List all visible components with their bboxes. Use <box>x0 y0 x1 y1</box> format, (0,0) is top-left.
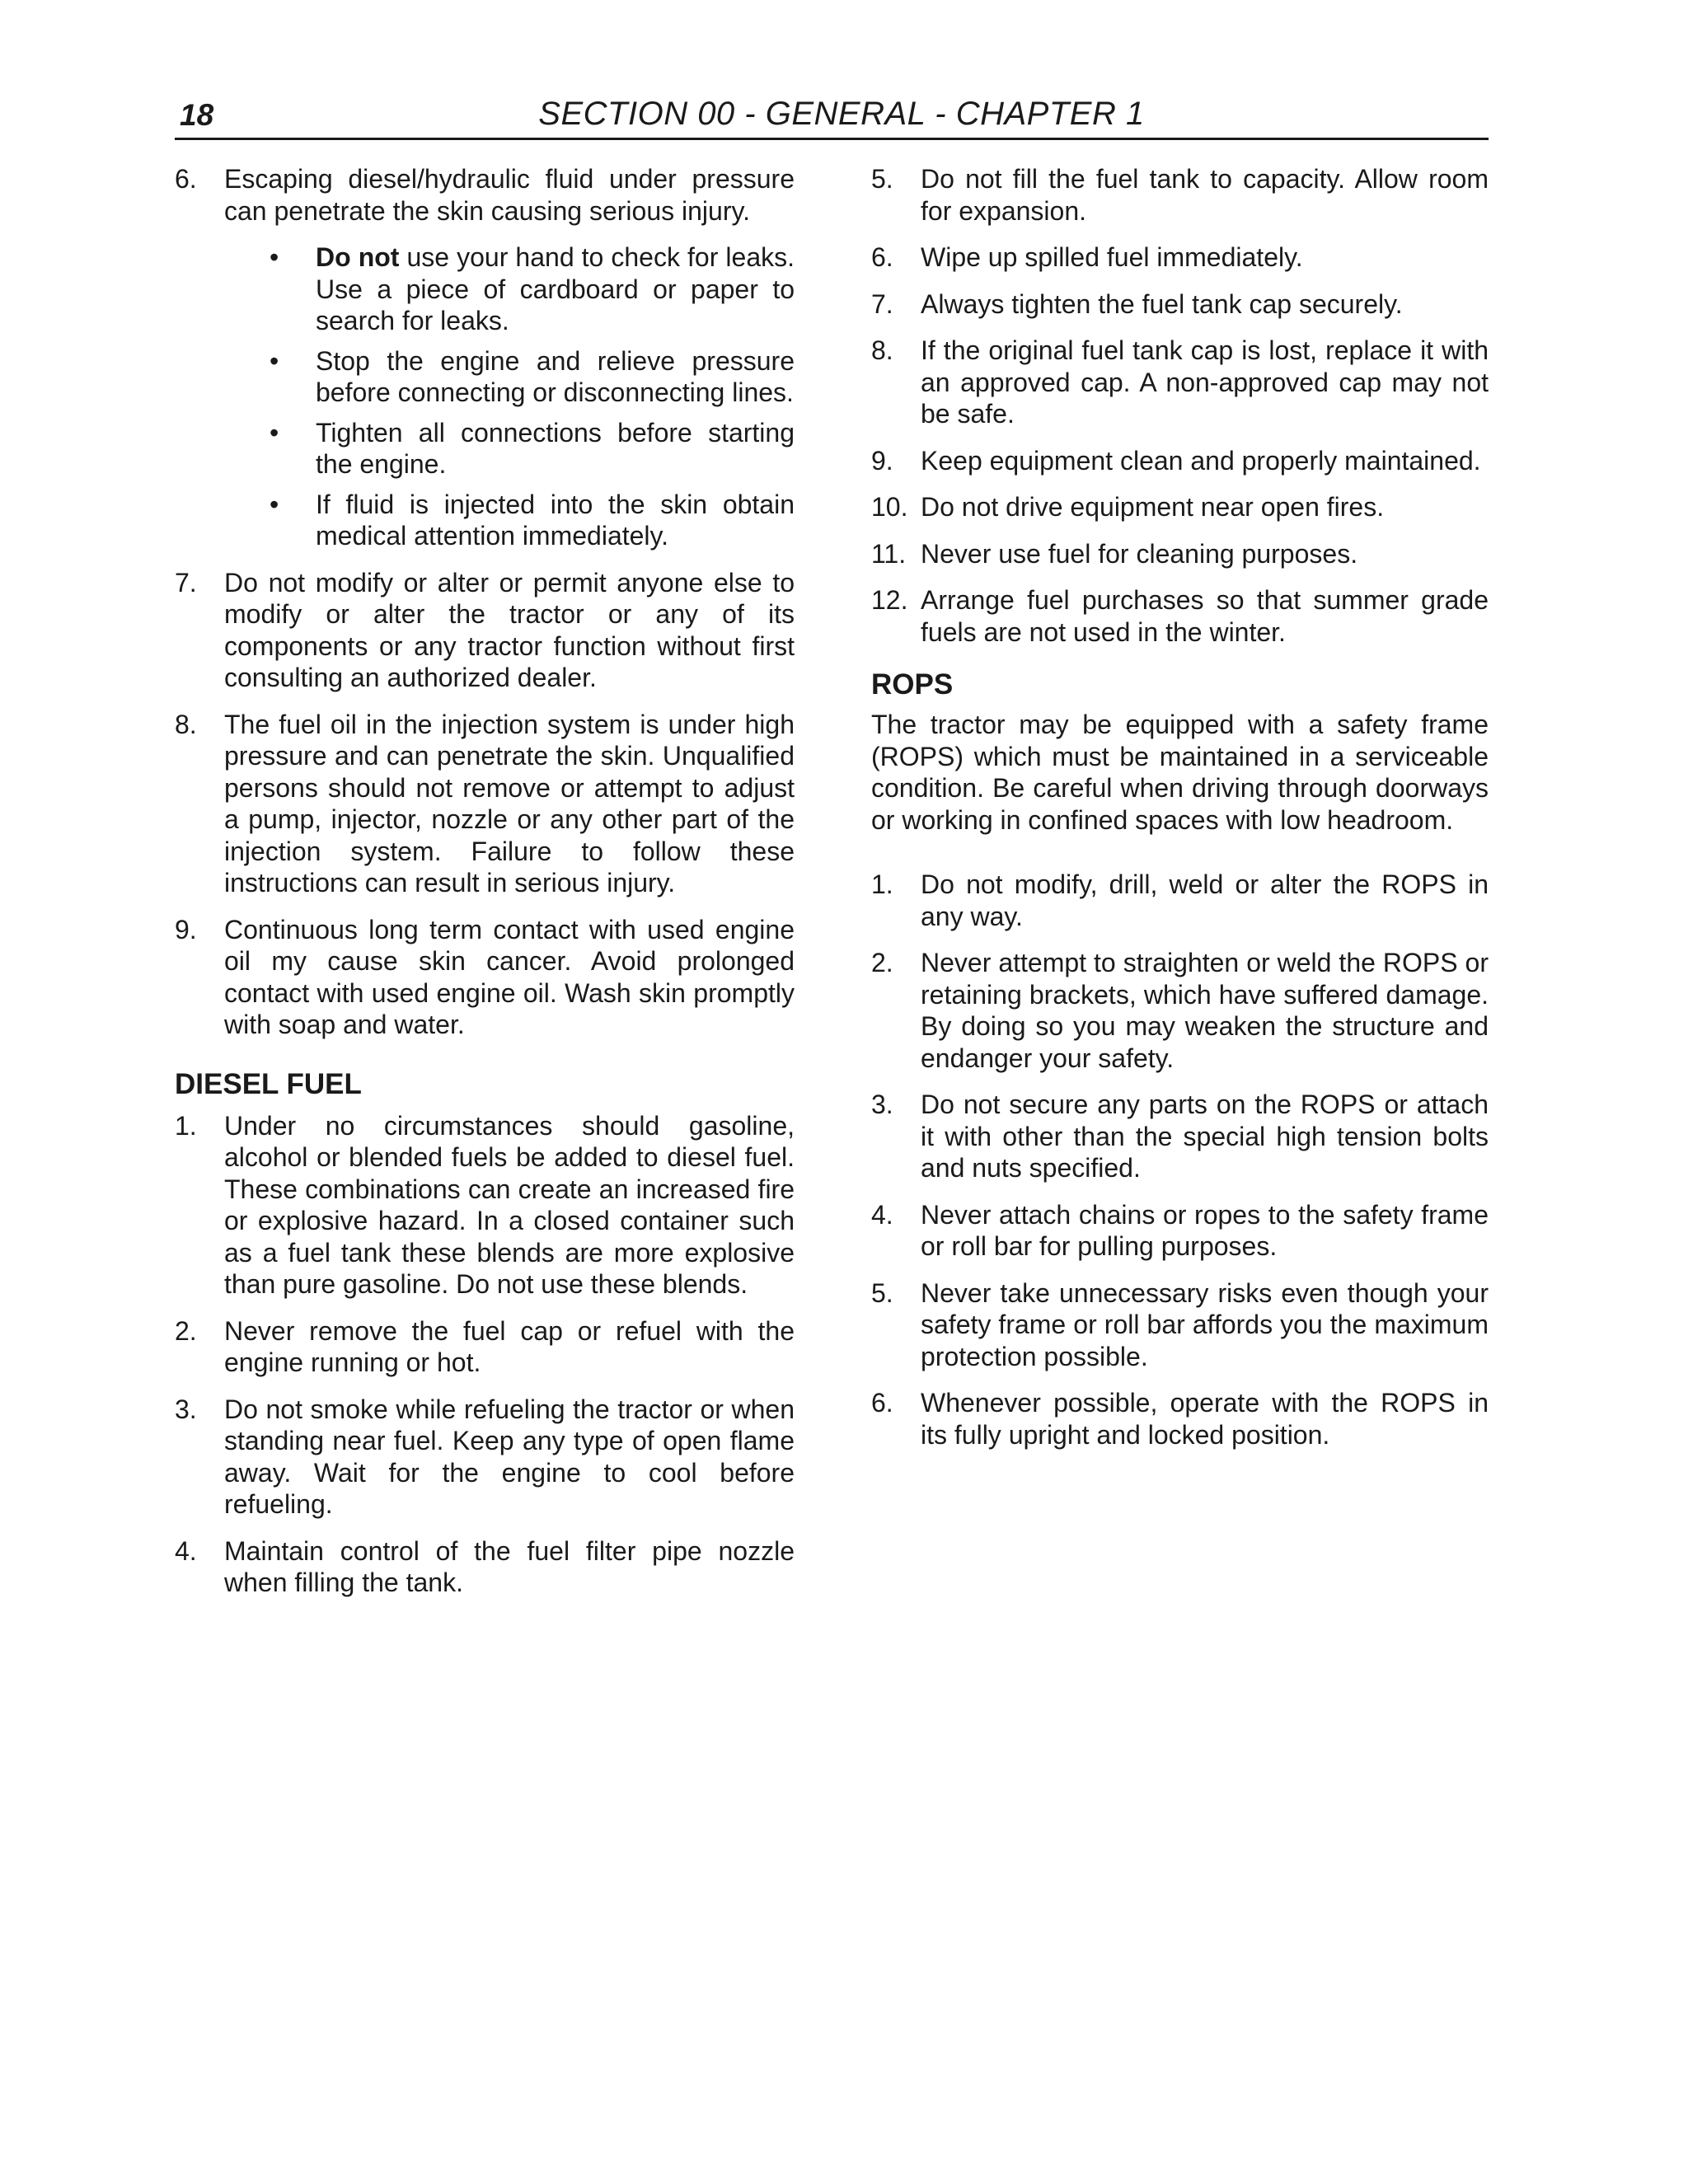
item-text: Always tighten the fuel tank cap securely. <box>921 288 1403 319</box>
item-text: Do not modify or alter or permit anyone else to modify or alter the tractor or any of its components or any tractor function without first consulting an authorized dealer. <box>224 567 795 692</box>
rops-item-6 <box>871 1387 1489 1451</box>
rops-item-2 <box>871 947 1489 1074</box>
list-item-5 <box>871 163 1489 227</box>
bullet-text: Tighten all connections before starting the engine. <box>316 417 795 479</box>
item-number: 1. <box>175 1110 197 1141</box>
page-number: 18 <box>180 98 214 132</box>
diesel-fuel-heading: DIESEL FUEL <box>175 1067 362 1100</box>
item-text: Do not modify, drill, weld or alter the ROPS in any way. <box>921 869 1489 931</box>
list-item-10 <box>871 491 1489 523</box>
item-text: Do not drive equipment near open fires. <box>921 492 1385 522</box>
list-item-4 <box>175 1535 795 1599</box>
item-number: 5. <box>871 1277 893 1308</box>
list-item-7 <box>175 567 795 694</box>
rops-item-3 <box>871 1089 1489 1184</box>
item-number: 9. <box>175 914 197 944</box>
list-item-9 <box>175 914 795 1041</box>
item-number: 5. <box>871 164 893 194</box>
bullet-text <box>316 241 795 337</box>
item-text: Wipe up spilled fuel immediately. <box>921 242 1303 272</box>
list-item-9 <box>871 445 1489 477</box>
item-text: If the original fuel tank cap is lost, replace it with an approved cap. A non-approved cap may not be safe. <box>921 335 1489 429</box>
list-item-12 <box>871 584 1489 648</box>
item-number: 8. <box>175 709 197 739</box>
item-number: 11. <box>871 538 907 569</box>
bullet-marker: • <box>270 489 279 519</box>
list-item-8 <box>871 335 1489 430</box>
item-text: The fuel oil in the injection system is under high pressure and can penetrate the skin. Unqualified persons should not remove or attempt to adjust a pump, injector, nozzle or any other part of the injection system. Failure to follow these instructions can result in serious injury. <box>224 709 795 898</box>
list-item-11 <box>871 538 1489 570</box>
running-header: SECTION 00 - GENERAL - CHAPTER 1 <box>538 96 1145 132</box>
left-column <box>175 163 795 1614</box>
bullet-emphasis: Do not <box>316 242 400 272</box>
item-text: Never attempt to straighten or weld the ROPS or retaining brackets, which have suffered damage. By doing so you may weaken the structure and endanger your safety. <box>921 948 1489 1073</box>
item-text: Never use fuel for cleaning purposes. <box>921 538 1358 569</box>
item-number: 6. <box>871 242 893 272</box>
bullet-text: If fluid is injected into the skin obtain medical attention immediately. <box>316 489 795 551</box>
bullet-body: use your hand to check for leaks. Use a piece of cardboard or paper to search for leaks. <box>316 242 795 335</box>
item-number: 6. <box>871 1388 893 1418</box>
item-number: 7. <box>871 288 893 319</box>
item-text: Never remove the fuel cap or refuel with the engine running or hot. <box>224 1315 795 1377</box>
item-number: 7. <box>175 567 197 598</box>
item-number: 1. <box>871 869 893 899</box>
list-item-6 <box>175 163 795 552</box>
rops-item-1 <box>871 869 1489 932</box>
item-number: 3. <box>871 1090 893 1119</box>
rops-intro-paragraph: The tractor may be equipped with a safety frame (ROPS) which must be maintained in a serviceable condition. Be careful when driving through doorways or working in confined spaces with low headroom. <box>871 710 1489 835</box>
item-number: 3. <box>175 1394 197 1424</box>
rops-item-5 <box>871 1277 1489 1373</box>
item-body <box>224 163 795 552</box>
item-text: Continuous long term contact with used engine oil my cause skin cancer. Avoid prolonged contact with used engine oil. Wash skin promptly with soap and water. <box>224 914 795 1039</box>
item-text: Under no circumstances should gasoline, alcohol or blended fuels be added to diesel fuel. These combinations can create an increased fire or explosive hazard. In a closed container such as a fuel tank these blends are more explosive than pure gasoline. Do not use these blends. <box>224 1110 795 1299</box>
list-item-7 <box>871 288 1489 321</box>
list-item-8 <box>175 709 795 899</box>
bullet-list <box>270 241 795 552</box>
item-number: 6. <box>175 164 197 194</box>
item-text: Whenever possible, operate with the ROPS in its fully upright and locked position. <box>921 1388 1489 1450</box>
item-number: 2. <box>871 948 893 977</box>
list-item-2 <box>175 1315 795 1379</box>
list-item-6 <box>871 241 1489 274</box>
bullet-item <box>270 241 795 337</box>
item-text: Do not smoke while refueling the tractor or when standing near fuel. Keep any type of open flame away. Wait for the engine to cool before refueling. <box>224 1394 795 1519</box>
item-text: Never attach chains or ropes to the safety frame or roll bar for pulling purposes. <box>921 1199 1489 1261</box>
item-number: 10. <box>871 492 908 522</box>
item-text: Keep equipment clean and properly maintained. <box>921 445 1481 476</box>
item-number: 2. <box>175 1315 197 1346</box>
item-text: Maintain control of the fuel filter pipe nozzle when filling the tank. <box>224 1535 795 1597</box>
rops-heading: ROPS <box>871 668 954 701</box>
rops-item-4 <box>871 1199 1489 1263</box>
bullet-text: Stop the engine and relieve pressure before connecting or disconnecting lines. <box>316 345 795 407</box>
item-number: 12. <box>871 585 908 615</box>
bullet-marker: • <box>270 417 279 448</box>
item-number: 8. <box>871 335 893 365</box>
bullet-item <box>270 345 795 409</box>
bullet-marker: • <box>270 242 279 272</box>
bullet-marker: • <box>270 345 279 376</box>
item-number: 4. <box>175 1535 197 1566</box>
item-text: Never take unnecessary risks even though your safety frame or roll bar affords you the maximum protection possible. <box>921 1277 1489 1371</box>
item-number: 4. <box>871 1199 893 1230</box>
bullet-item <box>270 489 795 552</box>
list-item-3 <box>175 1394 795 1521</box>
item-text: Do not fill the fuel tank to capacity. Allow room for expansion. <box>921 164 1489 226</box>
item-text: Escaping diesel/hydraulic fluid under pressure can penetrate the skin causing serious injury. <box>224 164 795 226</box>
bullet-item <box>270 417 795 480</box>
item-text: Do not secure any parts on the ROPS or attach it with other than the special high tension bolts and nuts specified. <box>921 1090 1489 1183</box>
item-text: Arrange fuel purchases so that summer grade fuels are not used in the winter. <box>921 585 1489 647</box>
item-number: 9. <box>871 445 893 476</box>
list-item-1 <box>175 1110 795 1301</box>
header-rule <box>175 138 1489 140</box>
right-column <box>871 163 1489 1465</box>
